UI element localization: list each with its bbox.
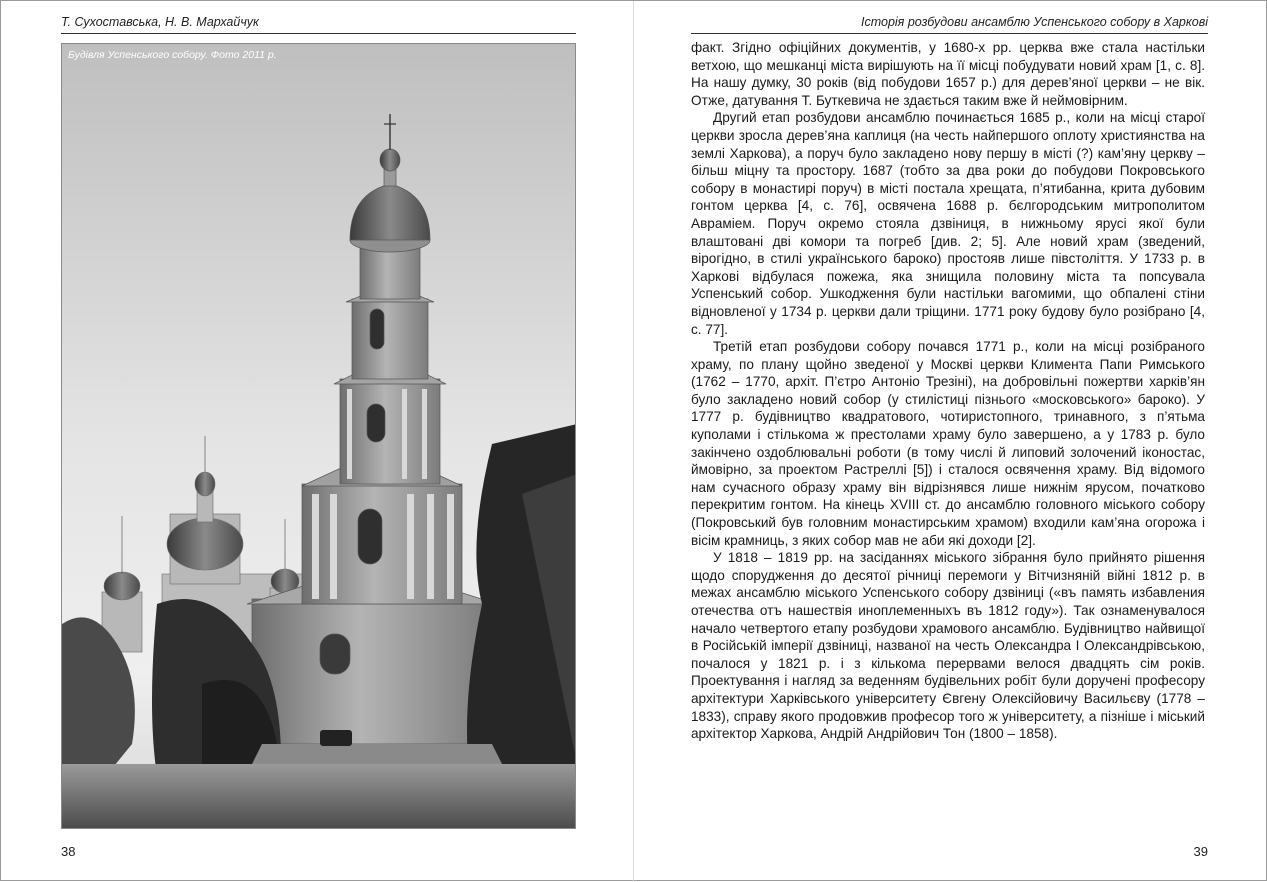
paragraph: Третій етап розбудови собору почався 1771 р., коли на місці розібраного храму, по плану щойно зведеної у Москві церкви Климента Папи Римського (1762 – 1770, архіт. П’єтро Антоніо Трезіні), на добровільні пожертви харків’ян було закладено новий собор (у стилістиці пізнього «московського» бароко). У 1777 р. будівництво квадратового, чотиристопного, тринавного, з п’ятьма куполами і стількома ж престолами храму було завершено, а у 1783 р. було закінчено оздоблювальні роботи (в тому числі й липовий золочений іконостас, ймовірно, за проектом Растреллі [5]) і сталося освячення храму. Від відомого нам сучасного образу храму він відрізнявся лише нижнім ярусом, початково перекритим гонтом. На кінець XVIII ст. до ансамблю головного міського собору (Покровський був головним монастирським храмом) входили кам’яна огорожа і вісім крамниць, з яких собор мав не аби які доходи [2].	[691, 339, 1205, 548]
page-number-left: 38	[61, 844, 76, 859]
right-page	[634, 1, 1267, 882]
page-number-right: 39	[1193, 844, 1208, 859]
body-text	[691, 39, 1205, 743]
paragraph: факт. Згідно офіційних документів, у 1680-х рр. церква вже стала настільки ветхою, що мешканці міста вирішують на її місці побудувати новий храм [1, с. 8]. На нашу думку, 30 років (від побудови 1657 р.) для дерев’яної церкви – не вік. Отже, датування Т. Буткевича не здається таким вже й неймовірним.	[691, 40, 1205, 108]
paragraph: Другий етап розбудови ансамблю починається 1685 р., коли на місці старої церкви зросла дерев’яна каплиця (на честь найпершого оплоту християнства на землі Харкова), а поруч було закладено нову першу в місті (?) кам’яну церкву – більш міцну та простору. 1687 (тобто за два роки до побудови Покровського собору в монастирі поруч) в місті постала хрещата, п’ятибанна, крита дубовим гонтом церква [4, с. 76], освячена 1688 р. бєлгородським митрополитом Авраміем. Поруч окремо стояла дзвіниця, в нижньому ярусі якої були влаштовані дві комори та погреб [див. 2; 5]. Але новий храм (зведений, вірогідно, в стилі українського бароко) простояв лише півстоліття. У 1733 р. в Харкові відбулася пожежа, яка знищила половину міста та попсувала Успенський собор. Ушкодження були настільки вагомими, що обпалені стіни відновленої у 1734 р. церкви дали тріщини. 1771 року будову було розібрано [4, с. 77].	[691, 110, 1205, 337]
running-head-left: Т. Сухоставська, Н. В. Мархайчук	[61, 15, 259, 29]
cathedral-bell-tower-photo-icon	[62, 44, 576, 829]
paragraph: У 1818 – 1819 рр. на засіданнях міського зібрання було прийнято рішення щодо спорудження до десятої річниці перемоги у Вітчизняній війні 1812 р. в межах ансамблю міського Успенського собору дзвіниці («въ память избавления отечества отъ нашествія иноплеменныхъ въ 1812 году»). Так ознаменувалося начало четвертого етапу розбудови храмового ансамблю. Будівництво найвищої в Російській імперії дзвіниці, названої на честь Олександра І Олександрівською, почалося у 1821 р. і з кількома перервами велося двадцять сім років. Проектування і нагляд за веденням будівельних робіт були доручені професору архітектури Харківського університету Євгену Олексійовичу Васильєву (1778 – 1833), справу якого продовжив професор того ж університету, а пізніше і міський архітектор Харкова, Андрій Андрійович Тон (1800 – 1858).	[691, 550, 1205, 742]
left-page	[1, 1, 634, 882]
header-rule-left	[61, 33, 576, 34]
cathedral-photo	[61, 43, 576, 829]
header-rule-right	[691, 33, 1208, 34]
running-head-right: Історія розбудови ансамблю Успенського собору в Харкові	[861, 15, 1208, 29]
photo-caption: Будівля Успенського собору. Фото 2011 р.	[68, 49, 277, 61]
